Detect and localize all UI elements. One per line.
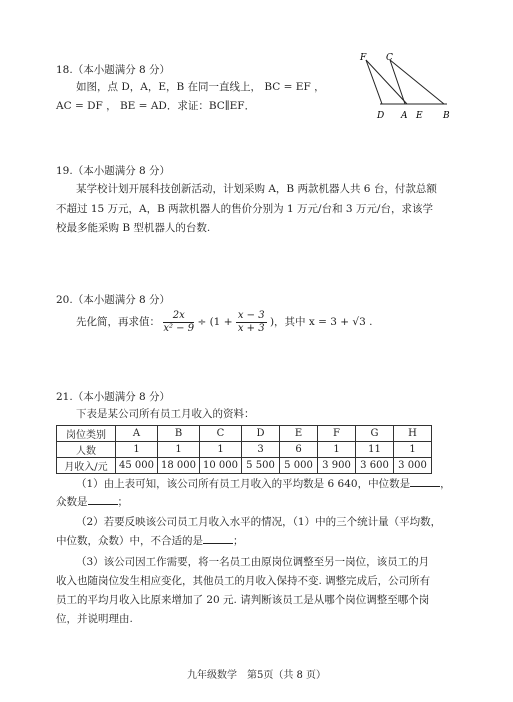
q21-p2c: ； xyxy=(233,535,244,547)
q21-p3d: 位，并说明理由. xyxy=(56,613,133,625)
q20-frac2-den: x + 3 xyxy=(237,322,265,334)
answer-blank-mode[interactable] xyxy=(88,494,118,505)
segment-fd xyxy=(366,60,382,104)
answer-blank-median[interactable] xyxy=(410,476,440,487)
q21-part1-line1 xyxy=(76,476,451,491)
q19-title: 19.（本小题满分 8 分） xyxy=(56,165,171,177)
q18-title: 18.（本小题满分 8 分） xyxy=(56,64,171,76)
table-row-category xyxy=(57,426,432,442)
table-cell: 3 000 xyxy=(394,458,432,474)
table-cell: 1 xyxy=(158,442,200,458)
q21-part1-line2 xyxy=(56,494,128,509)
table-cell: F xyxy=(318,426,356,442)
table-cell: 3 900 xyxy=(318,458,356,474)
table-cell: 1 xyxy=(318,442,356,458)
q21-p1d: ； xyxy=(117,496,128,508)
q21-p1b: ， xyxy=(440,478,451,490)
q20-suffix: )，其中 x = 3 + √3 . xyxy=(269,316,373,328)
q21-p1a: （1）由上表可知，该公司所有员工月收入的平均数是 6 640，中位数是 xyxy=(76,478,411,490)
q20-prefix: 先化简，再求值： xyxy=(76,316,160,328)
q19-line3: 校最多能采购 B 型机器人的台数. xyxy=(56,222,211,234)
label-b: B xyxy=(443,111,450,121)
q21-p3c: 员工的平均月收入比原来增加了 20 元. 请判断该员工是从哪个岗位调整至哪个岗 xyxy=(56,594,430,606)
salary-table xyxy=(56,425,432,474)
table-header-cell: 月收入/元 xyxy=(57,458,116,474)
q20-frac1-num: 2x xyxy=(163,310,194,323)
table-cell: B xyxy=(158,426,200,442)
q21-part2-line2 xyxy=(56,533,244,548)
q20-frac1-den: x² − 9 xyxy=(163,322,195,334)
page-footer: 九年级数学 第5页（共 8 页） xyxy=(186,670,327,681)
q21-title: 21.（本小题满分 8 分） xyxy=(56,391,171,403)
q20-frac2-num: x − 3 xyxy=(237,309,265,321)
q21-p3a: （3）该公司因工作需要，将一名员工由原岗位调整至另一岗位，该员工的月 xyxy=(76,556,430,568)
q20-title: 20.（本小题满分 8 分） xyxy=(56,294,171,306)
label-c: C xyxy=(386,53,393,63)
table-cell: 1 xyxy=(116,442,158,458)
table-cell: 1 xyxy=(394,442,432,458)
table-cell: 6 xyxy=(280,442,318,458)
table-row-count xyxy=(57,442,432,458)
table-cell: 11 xyxy=(356,442,394,458)
q20-fraction-2 xyxy=(236,310,267,335)
table-header-cell: 岗位类别 xyxy=(57,426,116,442)
table-row-income xyxy=(57,458,432,474)
table-cell: H xyxy=(394,426,432,442)
geometry-figure xyxy=(352,52,462,124)
table-cell: A xyxy=(116,426,158,442)
segment-fe xyxy=(366,60,407,104)
table-header-cell: 人数 xyxy=(57,442,116,458)
q20-expression xyxy=(76,308,372,336)
table-cell: D xyxy=(242,426,280,442)
table-cell: 3 xyxy=(242,442,280,458)
table-cell: 45 000 xyxy=(116,458,158,474)
table-cell: 1 xyxy=(200,442,242,458)
table-cell: 5 000 xyxy=(280,458,318,474)
q20-mid: ÷ (1 + xyxy=(197,316,233,328)
label-f: F xyxy=(360,53,367,63)
table-cell: G xyxy=(356,426,394,442)
answer-blank-unsuitable[interactable] xyxy=(203,533,233,544)
q21-p3b: 收入也随岗位发生相应变化，其他员工的月收入保持不变. 调整完成后，公司所有 xyxy=(56,575,431,587)
q21-p2b: 中位数，众数）中，不合适的是 xyxy=(56,535,203,547)
q19-line1: 某学校计划开展科技创新活动，计划采购 A，B 两款机器人共 6 台，付款总额 xyxy=(76,183,437,195)
label-d: D xyxy=(377,111,385,121)
label-a: A xyxy=(401,111,408,121)
q18-line2: AC = DF ， BE = AD．求证：BC∥EF． xyxy=(56,100,256,112)
table-cell: C xyxy=(200,426,242,442)
q18-line1: 如图，点 D，A，E，B 在同一直线上， BC = EF ， xyxy=(76,81,325,93)
q21-p1c: 众数是 xyxy=(56,496,88,508)
table-cell: E xyxy=(280,426,318,442)
label-e: E xyxy=(416,111,423,121)
table-cell: 3 600 xyxy=(356,458,394,474)
q20-fraction-1 xyxy=(163,310,194,335)
table-cell: 18 000 xyxy=(158,458,200,474)
table-cell: 5 500 xyxy=(242,458,280,474)
segment-cb xyxy=(390,60,444,104)
q21-intro: 下表是某公司所有员工月收入的资料： xyxy=(76,408,255,420)
q19-line2: 不超过 15 万元，A，B 两款机器人的售价分别为 1 万元/台和 3 万元/台，求该学 xyxy=(56,203,433,215)
q21-p2a: （2）若要反映该公司员工月收入水平的情况，（1）中的三个统计量（平均数， xyxy=(76,516,442,528)
table-cell: 10 000 xyxy=(200,458,242,474)
